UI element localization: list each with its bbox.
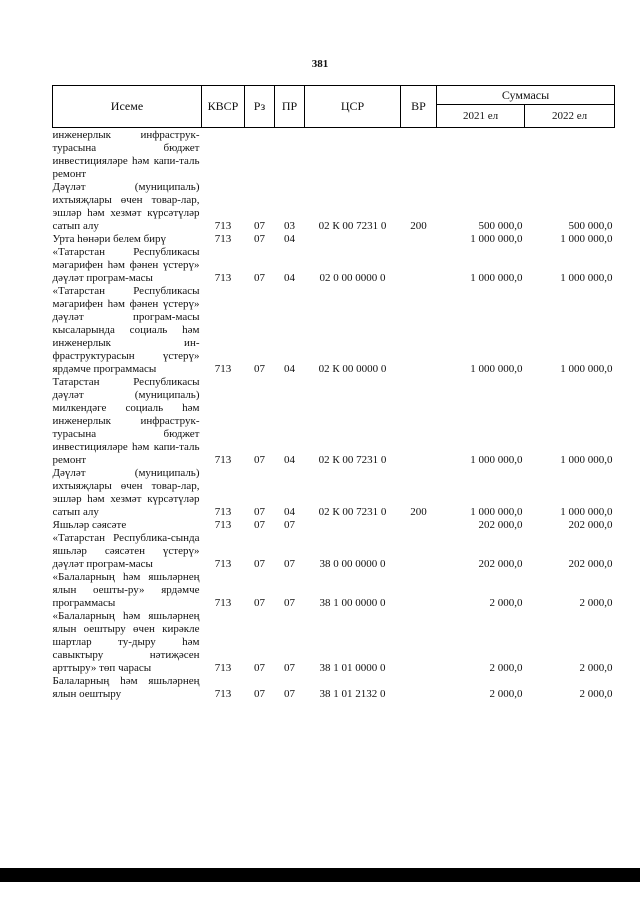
row-rz: 07 [254, 558, 265, 570]
row-csr: 02 К 00 0000 0 [318, 363, 387, 375]
table-row [53, 376, 615, 467]
row-kvsr [202, 128, 245, 182]
row-rz: 07 [254, 272, 265, 284]
row-csr: 02 К 00 7231 0 [318, 454, 387, 466]
row-vr [401, 532, 437, 571]
row-rz: 07 [254, 688, 265, 700]
row-pr: 04 [284, 363, 295, 375]
row-amount-2021: 500 000,0 [478, 220, 523, 232]
row-name: Яшьләр сәясәте [52, 519, 127, 531]
row-amount-2022 [525, 128, 615, 182]
header-year-2021: 2021 ел [437, 105, 525, 128]
table-body [53, 128, 615, 702]
row-kvsr: 713 [214, 519, 232, 531]
row-csr [305, 519, 401, 532]
header-pr: ПР [275, 86, 305, 128]
row-vr [401, 376, 437, 467]
row-amount-2021 [437, 128, 525, 182]
row-csr [305, 128, 401, 182]
table-row [53, 467, 615, 519]
table-row [53, 519, 615, 532]
row-pr: 07 [284, 597, 295, 609]
table-row [53, 233, 615, 246]
row-amount-2022: 202 000,0 [568, 558, 613, 570]
header-sums: Суммасы [437, 86, 615, 105]
row-amount-2022: 2 000,0 [579, 597, 613, 609]
row-amount-2022: 2 000,0 [579, 688, 613, 700]
row-name: Балаларның һәм яшьләрнең ялын оештыру [52, 675, 200, 700]
row-vr [401, 675, 437, 701]
row-vr [401, 233, 437, 246]
row-pr: 07 [284, 519, 295, 531]
row-name: «Татарстан Республикасы мәгарифен һәм фәнен үстерү» дәүләт програм-масы кысаларында социаль һәм инженерлык ин-фраструктурасын үстерү» ярдәмче программасы [52, 285, 200, 375]
row-pr: 07 [284, 662, 295, 674]
row-amount-2021: 1 000 000,0 [470, 506, 523, 518]
row-name: «Балаларның һәм яшьләрнең ялын оештыру өчен кирәкле шартлар ту-дыру һәм савыктыру нәтиҗәсен арттыру» төп чарасы [52, 610, 200, 674]
page-number: 381 [311, 58, 329, 70]
header-kvsr: КВСР [202, 86, 245, 128]
row-pr: 04 [284, 233, 295, 245]
row-amount-2022: 1 000 000,0 [560, 272, 613, 284]
row-csr: 38 1 01 2132 0 [319, 688, 386, 700]
table-row [53, 285, 615, 376]
row-kvsr: 713 [214, 233, 232, 245]
header-year-2022: 2022 ел [525, 105, 615, 128]
row-pr: 07 [284, 688, 295, 700]
row-rz: 07 [254, 220, 265, 232]
row-csr [305, 233, 401, 246]
row-rz: 07 [254, 506, 265, 518]
row-rz: 07 [254, 233, 265, 245]
row-csr: 38 1 01 0000 0 [319, 662, 386, 674]
row-vr: 200 [410, 506, 427, 518]
row-name: «Татарстан Республикасы мәгарифен һәм фәнен үстерү» дәүләт програм-масы [52, 246, 200, 284]
row-amount-2022: 1 000 000,0 [560, 506, 613, 518]
row-pr: 03 [284, 220, 295, 232]
row-csr: 38 1 00 0000 0 [319, 597, 386, 609]
row-amount-2021: 202 000,0 [478, 519, 523, 531]
row-amount-2022: 1 000 000,0 [560, 233, 613, 245]
header-csr: ЦСР [305, 86, 401, 128]
table-row [53, 675, 615, 701]
row-pr: 04 [284, 454, 295, 466]
row-rz: 07 [254, 454, 265, 466]
row-vr [401, 285, 437, 376]
row-pr: 04 [284, 272, 295, 284]
row-amount-2022: 1 000 000,0 [560, 363, 613, 375]
row-amount-2021: 1 000 000,0 [470, 454, 523, 466]
row-kvsr: 713 [214, 506, 232, 518]
row-pr: 04 [284, 506, 295, 518]
row-amount-2021: 1 000 000,0 [470, 272, 523, 284]
row-name: Дәүләт (муниципаль) ихтыяҗлары өчен товар-лар, эшләр һәм хезмәт күрсәтүләр сатып алу [52, 467, 200, 518]
row-csr: 02 К 00 7231 0 [318, 220, 387, 232]
row-name: «Балаларның һәм яшьләрнең ялын оешты-ру» ярдәмче программасы [52, 571, 200, 609]
row-vr [401, 610, 437, 675]
row-name: инженерлык инфраструк-турасына бюджет инвестицияләре һәм капи-таль ремонт [52, 129, 200, 180]
row-amount-2021: 2 000,0 [489, 662, 523, 674]
table-row [53, 532, 615, 571]
row-kvsr: 713 [214, 454, 232, 466]
row-rz: 07 [254, 597, 265, 609]
scan-edge-bar [0, 868, 640, 882]
row-csr: 02 0 00 0000 0 [319, 272, 386, 284]
row-rz: 07 [254, 363, 265, 375]
table-row [53, 128, 615, 182]
header-name: Исеме [53, 86, 202, 128]
table-row [53, 181, 615, 233]
row-name: Урта һөнәри белем бирү [52, 233, 167, 245]
row-rz: 07 [254, 662, 265, 674]
row-name: «Татарстан Республика-сында яшьләр сәясәтен үстерү» дәүләт програм-масы [52, 532, 200, 570]
row-kvsr: 713 [214, 558, 232, 570]
row-vr [401, 128, 437, 182]
row-amount-2021: 2 000,0 [489, 597, 523, 609]
row-kvsr: 713 [214, 688, 232, 700]
row-amount-2022: 2 000,0 [579, 662, 613, 674]
row-amount-2022: 500 000,0 [568, 220, 613, 232]
row-amount-2022: 202 000,0 [568, 519, 613, 531]
row-rz [245, 128, 275, 182]
row-kvsr: 713 [214, 220, 232, 232]
header-vr: ВР [401, 86, 437, 128]
table-row [53, 571, 615, 610]
row-vr [401, 571, 437, 610]
row-vr [401, 519, 437, 532]
header-rz: Рз [245, 86, 275, 128]
row-amount-2021: 1 000 000,0 [470, 233, 523, 245]
row-name: Татарстан Республикасы дәүләт (муниципаль) милкендәге социаль һәм инженерлык инфраструк-турасына бюджет инвестицияләре һәм капи-таль ремонт [52, 376, 200, 466]
row-kvsr: 713 [214, 597, 232, 609]
row-kvsr: 713 [214, 272, 232, 284]
row-rz: 07 [254, 519, 265, 531]
row-pr [275, 128, 305, 182]
row-vr [401, 246, 437, 285]
row-amount-2021: 1 000 000,0 [470, 363, 523, 375]
table-header [53, 86, 615, 128]
row-pr: 07 [284, 558, 295, 570]
budget-table [52, 85, 615, 701]
row-amount-2021: 2 000,0 [489, 688, 523, 700]
table-row [53, 246, 615, 285]
row-kvsr: 713 [214, 363, 232, 375]
row-amount-2022: 1 000 000,0 [560, 454, 613, 466]
row-vr: 200 [410, 220, 427, 232]
table-row [53, 610, 615, 675]
row-kvsr: 713 [214, 662, 232, 674]
row-csr: 02 К 00 7231 0 [318, 506, 387, 518]
row-csr: 38 0 00 0000 0 [319, 558, 386, 570]
row-amount-2021: 202 000,0 [478, 558, 523, 570]
row-name: Дәүләт (муниципаль) ихтыяҗлары өчен товар-лар, эшләр һәм хезмәт күрсәтүләр сатып алу [52, 181, 200, 232]
